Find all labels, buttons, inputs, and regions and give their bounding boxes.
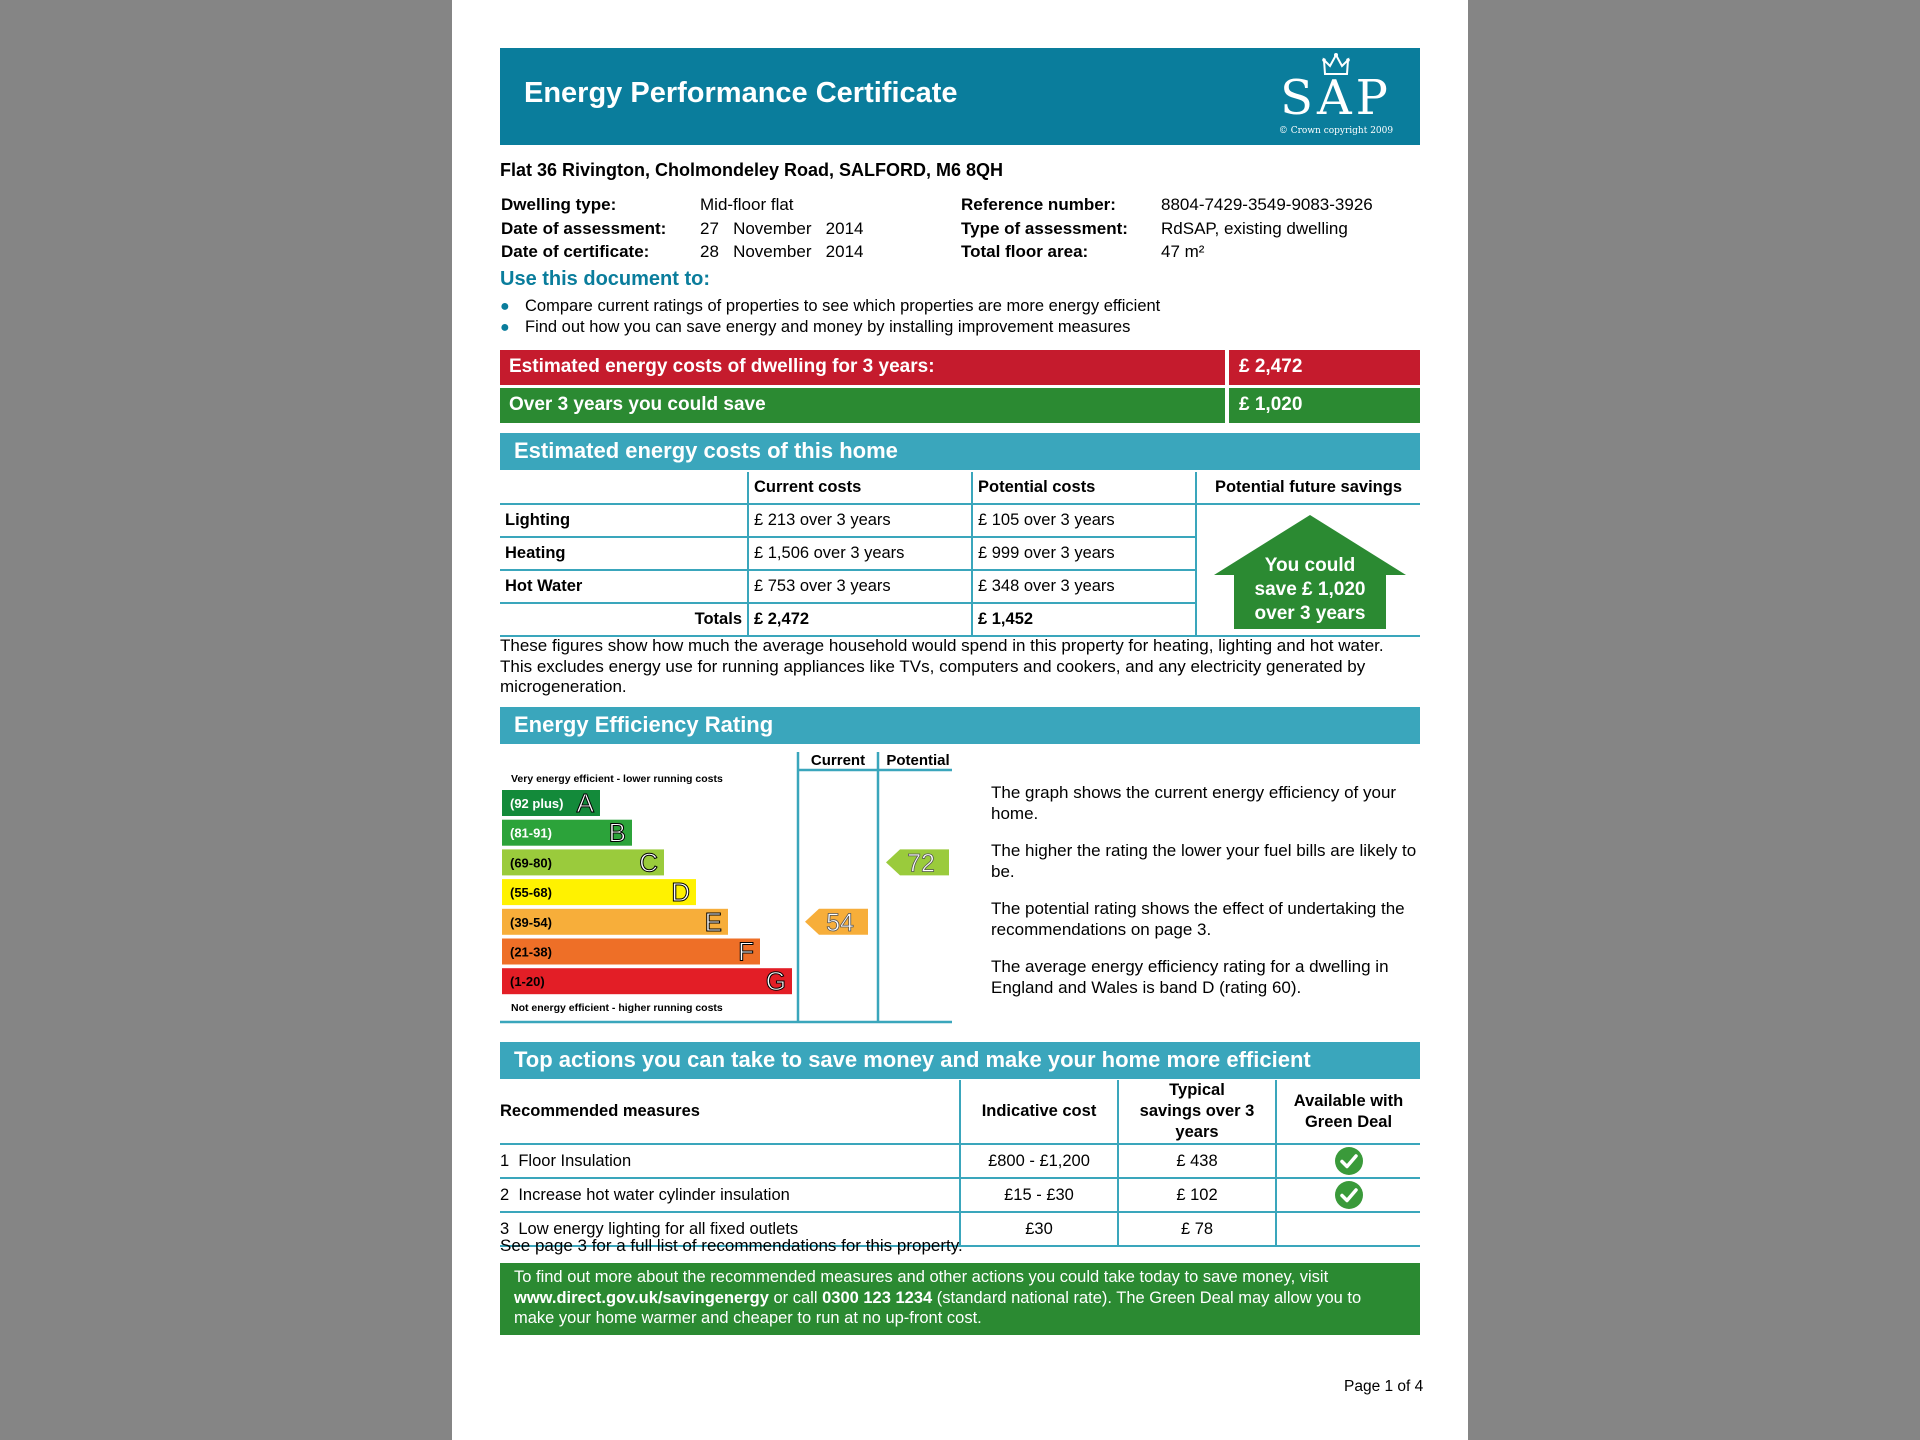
table-row [500,1178,1420,1212]
column-header: Current costs [748,472,972,504]
typical-saving: £ 102 [1118,1178,1276,1212]
column-header: Typical savings over 3 years [1118,1080,1276,1144]
details-left [501,193,863,264]
rating-explanation [991,783,1421,998]
band-letter: D [671,877,690,908]
bottom-caption: Not energy efficient - higher running costs [511,1002,723,1014]
totals-label: Totals [500,603,748,636]
sap-logo-text: SAP [1280,70,1392,126]
typical-saving: £ 78 [1118,1212,1276,1246]
potential-total: £ 1,452 [972,603,1196,636]
table-row [500,1144,1420,1178]
band-range: (55-68) [510,885,552,901]
measure-name: 2 Increase hot water cylinder insulation [500,1178,960,1212]
detail-row [961,217,1373,241]
costs-section-heading: Estimated energy costs of this home [500,433,1420,470]
use-document-list [500,296,1420,338]
list-item [500,296,1420,317]
measure-name: 1 Floor Insulation [500,1144,960,1178]
savings-bar [500,388,1420,423]
bullet-icon: ● [500,319,510,336]
band-range: (92 plus) [510,796,564,811]
detail-label: Total floor area: [961,242,1089,261]
potential-cost: £ 348 over 3 years [972,570,1196,603]
phone-number: 0300 123 1234 [822,1288,933,1307]
band-letter: A [576,788,594,818]
savings-house-text: You could [1264,555,1356,576]
current-total: £ 2,472 [748,603,972,636]
bullet-text: Find out how you can save energy and money by installing improvement measures [525,318,1131,336]
current-column-label: Current [810,752,866,769]
rating-paragraph: The graph shows the current energy efficiency of your home. [991,783,1397,823]
typical-saving: £ 438 [1118,1144,1276,1178]
green-deal-check-icon [1335,1181,1363,1209]
rating-band-g [502,966,792,997]
detail-row [961,193,1373,217]
detail-row [501,193,863,217]
sap-logo [1276,54,1396,138]
indicative-cost: £15 - £30 [960,1178,1118,1212]
detail-label: Type of assessment: [961,218,1128,238]
detail-row [501,217,863,241]
green-deal-check-icon [1335,1147,1363,1175]
row-label: Heating [500,537,748,570]
green-deal-cell [1276,1144,1420,1178]
detail-row [961,240,1373,264]
current-cost: £ 213 over 3 years [748,504,972,537]
green-deal-cell [1276,1178,1420,1212]
rating-section-heading: Energy Efficiency Rating [500,707,1420,744]
top-caption: Very energy efficient - lower running costs [511,773,723,785]
current-cost: £ 1,506 over 3 years [748,537,972,570]
bullet-text: Compare current ratings of properties to see which properties are more energy efficient [525,297,1161,315]
estimated-cost-bar [500,350,1420,385]
rating-paragraph: The potential rating shows the effect of undertaking the recommendations on page 3. [991,899,1405,939]
column-header: Available with Green Deal [1276,1080,1420,1144]
detail-label: Dwelling type: [501,195,617,214]
savings-cell [1196,504,1420,636]
detail-row [501,240,863,264]
band-letter: C [639,847,658,878]
indicative-cost: £800 - £1,200 [960,1144,1118,1178]
current-rating-value: 54 [826,908,854,937]
rating-paragraph: The higher the rating the lower your fuel bills are likely to be. [991,841,1417,881]
table-header-row [500,1080,1420,1144]
detail-value: RdSAP, existing dwelling [1161,218,1348,238]
detail-value: 28 November 2014 [700,242,864,261]
info-text: or call [768,1288,823,1307]
band-range: (21-38) [510,944,552,960]
band-range: (69-80) [510,855,552,871]
measure-name: 3 Low energy lighting for all fixed outlets [500,1212,960,1246]
detail-label: Date of assessment: [501,218,667,238]
actions-section-heading: Top actions you can take to save money and make your home more efficient [500,1042,1420,1079]
potential-cost: £ 105 over 3 years [972,504,1196,537]
page-number: Page 1 of 4 [1344,1378,1424,1395]
savings-label: Over 3 years you could save [500,388,1225,423]
costs-note: These figures show how much the average household would spend in this property for heating, lighting and hot water. This excludes energy use for running appliances like TVs, computers and cookers, and any electricity generated by microgeneration. [500,636,1384,696]
estimated-cost-value: £ 2,472 [1229,350,1420,385]
header-banner [500,48,1420,145]
band-range: (39-54) [510,914,552,930]
table-row [500,504,1420,537]
potential-rating-value: 72 [907,849,935,878]
savings-value: £ 1,020 [1229,388,1420,423]
row-label: Hot Water [500,570,748,603]
savings-house-text: over 3 years [1254,603,1366,624]
detail-label: Reference number: [961,195,1116,214]
rating-paragraph: The average energy efficiency rating for a dwelling in England and Wales is band D (rating 60). [991,957,1389,997]
estimated-cost-label: Estimated energy costs of dwelling for 3 years: [500,350,1225,385]
details-right [961,193,1373,264]
list-item [500,317,1420,338]
info-text: To find out more about the recommended measures and other actions you could take today to save money, visit [514,1268,1329,1286]
table-header-row [500,472,1420,504]
certificate-page [452,0,1468,1440]
use-document-heading: Use this document to: [500,268,711,290]
column-header: Recommended measures [500,1080,960,1144]
savingenergy-link[interactable]: www.direct.gov.uk/savingenergy [514,1288,769,1307]
recommendations-note: See page 3 for a full list of recommendations for this property. [500,1236,963,1255]
detail-label: Date of certificate: [501,242,650,261]
column-header: Potential future savings [1196,472,1420,504]
band-letter: F [738,936,754,967]
row-label: Lighting [500,504,748,537]
band-letter: E [704,906,722,937]
detail-value: 27 November 2014 [700,218,864,238]
indicative-cost: £30 [960,1212,1118,1246]
crown-copyright: © Crown copyright 2009 [1278,126,1394,136]
potential-cost: £ 999 over 3 years [972,537,1196,570]
column-header [500,472,748,504]
savings-house-text: save £ 1,020 [1254,579,1366,600]
band-letter: B [608,817,626,848]
page-title: Energy Performance Certificate [524,77,958,109]
property-address: Flat 36 Rivington, Cholmondeley Road, SALFORD, M6 8QH [500,160,1004,180]
band-range: (1-20) [510,974,545,990]
detail-value: 8804-7429-3549-9083-3926 [1161,195,1373,214]
column-header: Indicative cost [960,1080,1118,1144]
savings-house-icon [1210,513,1410,631]
info-text: (standard national rate). The Green Deal may allow you to make your home warmer and cheaper to run at no up-front cost. [514,1288,1362,1327]
energy-costs-table [500,472,1420,637]
detail-value: Mid-floor flat [700,195,794,214]
band-range: (81-91) [510,825,552,841]
recommended-measures-table [500,1080,1420,1247]
column-header: Potential costs [972,472,1196,504]
detail-value: 47 m² [1161,242,1205,261]
green-deal-info-box [500,1263,1420,1335]
potential-column-label: Potential [886,752,950,769]
band-letter: G [765,966,786,997]
bullet-icon: ● [500,298,510,315]
energy-rating-graph [500,748,952,1024]
current-cost: £ 753 over 3 years [748,570,972,603]
